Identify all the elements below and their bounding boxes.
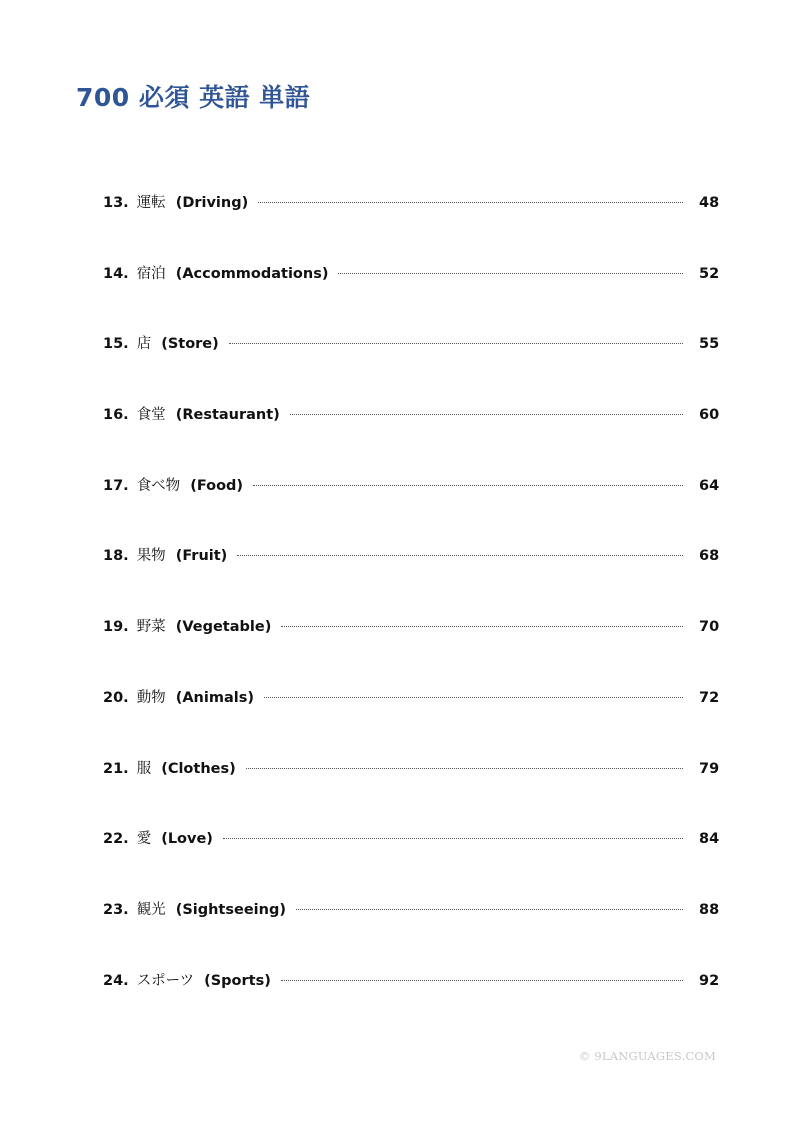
toc-entry-japanese: 宿泊 <box>136 265 166 282</box>
toc-entry-japanese: 野菜 <box>136 619 166 636</box>
toc-entry-page: 72 <box>699 689 720 706</box>
toc-entry[interactable] <box>103 681 719 752</box>
toc-entry[interactable] <box>103 752 719 823</box>
dot-leader <box>264 697 683 698</box>
dot-leader <box>281 980 683 981</box>
toc-entry-english: (Fruit) <box>175 548 228 565</box>
toc-entry[interactable] <box>103 186 719 257</box>
dot-leader <box>237 555 683 556</box>
toc-entry[interactable] <box>103 610 719 681</box>
toc-entry-number: 13. <box>103 195 129 211</box>
toc-entry[interactable] <box>103 822 719 893</box>
toc-entry[interactable] <box>103 893 719 964</box>
dot-leader <box>281 626 683 627</box>
toc-entry-number: 19. <box>103 619 129 636</box>
toc-entry-english: (Sightseeing) <box>175 901 286 918</box>
toc-entry-japanese: 果物 <box>136 548 166 565</box>
toc-entry[interactable] <box>103 539 719 610</box>
toc-entry-japanese: 食べ物 <box>136 477 181 494</box>
toc-entry-number: 14. <box>103 265 129 282</box>
toc-entry-japanese: 愛 <box>136 831 152 848</box>
toc-entry-page: 64 <box>699 477 720 494</box>
dot-leader <box>246 768 683 769</box>
toc-entry[interactable] <box>103 257 719 328</box>
toc-entry-english: (Sports) <box>204 972 271 989</box>
toc-entry-number: 23. <box>103 901 129 918</box>
toc-entry-page: 88 <box>699 901 720 918</box>
page-title: 700 必須 英語 単語 <box>76 83 311 112</box>
toc-entry-page: 79 <box>699 760 720 777</box>
toc-entry[interactable] <box>103 327 719 398</box>
toc-entry-page: 68 <box>699 548 720 565</box>
toc-entry-english: (Love) <box>161 831 213 848</box>
table-of-contents <box>103 186 719 1034</box>
toc-entry-page: 84 <box>699 831 720 848</box>
toc-entry-japanese: 服 <box>136 760 152 777</box>
dot-leader <box>290 414 683 415</box>
dot-leader <box>223 838 683 839</box>
toc-entry-english: (Driving) <box>175 195 249 211</box>
toc-entry-english: (Restaurant) <box>175 407 280 424</box>
toc-entry-number: 16. <box>103 407 129 424</box>
toc-entry-japanese: 観光 <box>136 901 166 918</box>
toc-entry-page: 70 <box>699 619 720 636</box>
toc-entry[interactable] <box>103 398 719 469</box>
dot-leader <box>253 485 683 486</box>
toc-entry-page: 92 <box>699 972 720 989</box>
toc-entry-japanese: 食堂 <box>136 407 166 424</box>
toc-entry-number: 20. <box>103 689 129 706</box>
toc-entry-page: 52 <box>699 265 720 282</box>
toc-entry[interactable] <box>103 469 719 540</box>
toc-entry-english: (Animals) <box>175 689 254 706</box>
dot-leader <box>338 273 683 274</box>
toc-entry-japanese: 動物 <box>136 689 166 706</box>
toc-entry-page: 60 <box>699 407 720 424</box>
toc-entry[interactable] <box>103 964 719 1035</box>
toc-entry-number: 15. <box>103 336 129 353</box>
toc-entry-english: (Clothes) <box>161 760 236 777</box>
dot-leader <box>296 909 683 910</box>
dot-leader <box>229 343 683 344</box>
toc-entry-english: (Vegetable) <box>175 619 272 636</box>
toc-entry-english: (Food) <box>190 477 244 494</box>
toc-entry-number: 21. <box>103 760 129 777</box>
toc-entry-japanese: スポーツ <box>136 972 195 989</box>
toc-entry-number: 24. <box>103 972 129 989</box>
toc-entry-japanese: 運転 <box>136 195 166 211</box>
toc-entry-japanese: 店 <box>136 336 152 353</box>
toc-entry-number: 17. <box>103 477 129 494</box>
dot-leader <box>258 202 683 203</box>
toc-entry-page: 48 <box>699 195 720 211</box>
toc-entry-page: 55 <box>699 336 720 353</box>
toc-entry-number: 18. <box>103 548 129 565</box>
toc-entry-number: 22. <box>103 831 129 848</box>
toc-entry-english: (Store) <box>161 336 219 353</box>
toc-entry-english: (Accommodations) <box>175 265 329 282</box>
copyright-footer: © 9LANGUAGES.COM <box>578 1049 716 1063</box>
